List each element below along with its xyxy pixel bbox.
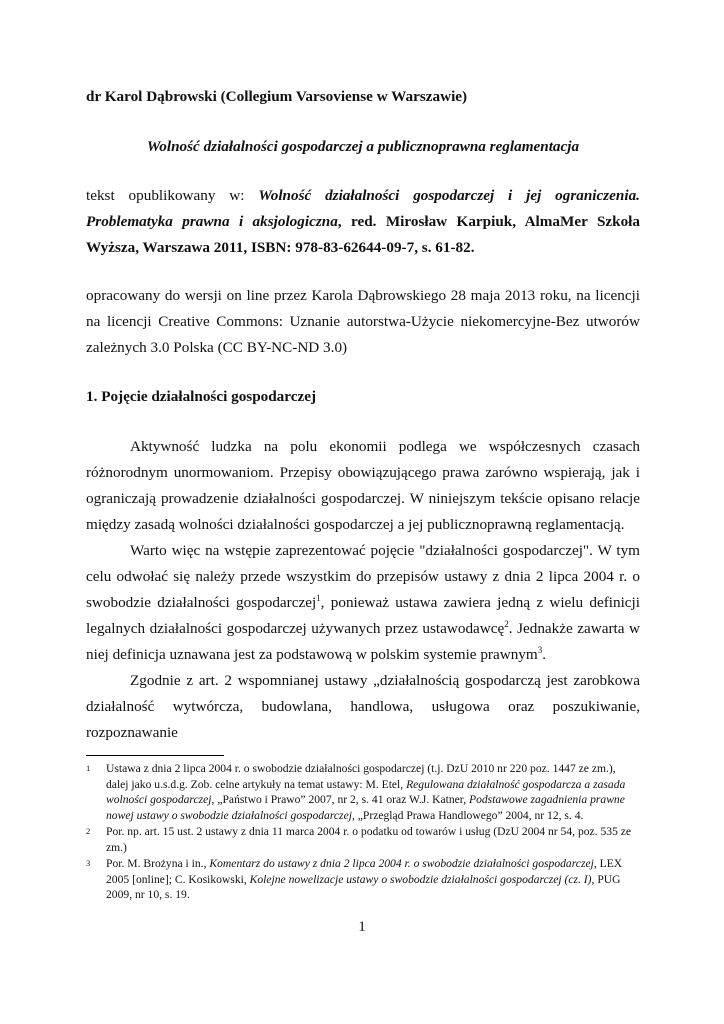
footnote-segment: Ustawa z dnia 2 lipca 2004 r. o swobodzie działalności gospodarczej (t.j. DzU 2010 nr 220 poz. 1447 ze zm.), dalej jako u.s.d.g. Zob. celne artykuły na temat ustawy: M. Etel,: [106, 762, 616, 791]
footnote-ref: 2: [504, 618, 509, 629]
paragraph: Aktywność ludzka na polu ekonomii podlega we współczesnych czasach różnorodnym unormowaniom. Przepisy obowiązującego prawa zarówno wspierają, jak i ograniczają prowadzenie działalności gospodarczej. W niniejszym tekście opisano relacje między zasadą wolności działalności gospodarczej a jej publicznoprawną reglamentacją.: [86, 438, 640, 533]
publication-prefix: tekst opublikowany w:: [86, 187, 259, 204]
footnote-segment: Por. M. Brożyna i in.,: [106, 857, 210, 870]
paragraph: [86, 538, 640, 668]
footnote-text: [106, 856, 640, 903]
footnote-segment: , „Państwo i Prawo” 2007, nr 2, s. 41 oraz W.J. Katner,: [211, 793, 469, 806]
body-text: [86, 434, 640, 746]
license-note: opracowany do wersji on line przez Karola Dąbrowskiego 28 maja 2013 roku, na licencji na licencji Creative Commons: Uznanie autorstwa-Użycie niekomercyjne-Bez utworów zależnych 3.0 Polska (CC BY-NC-ND 3.0): [86, 287, 640, 356]
publication-book-title: Wolność działalności gospodarczej i jej ograniczenia. Problematyka prawna i aksjologiczna: [86, 187, 640, 230]
paragraph-text: Warto więc na wstępie zaprezentować pojęcie "działalności gospodarczej". W tym celu odwołać się należy przede wszystkim do przepisów ustawy z dnia 2 lipca 2004 r. o swobodzie działalności gospodarczej: [86, 542, 640, 611]
section-heading: 1. Pojęcie działalności gospodarczej: [86, 388, 317, 405]
footnotes: [86, 761, 640, 904]
footnote-ref: 3: [537, 644, 543, 655]
page-number: 1: [358, 918, 366, 935]
footnote-text: Por. np. art. 15 ust. 2 ustawy z dnia 11 marca 2004 r. o podatku od towarów i usług (DzU 2004 nr 54, poz. 535 ze zm.): [106, 825, 632, 854]
footnote: [86, 856, 640, 903]
footnote-italic: Komentarz do ustawy z dnia 2 lipca 2004 r. o swobodzie działalności gospodarczej: [209, 857, 594, 870]
footnote-italic: Regulowana działalność gospodarcza a zasada wolności gospodarczej: [106, 777, 626, 806]
publication-details: , red. Mirosław Karpiuk, AlmaMer Szkoła Wyższa, Warszawa 2011, ISBN: 978-83-62644-09-7, s. 61-82.: [86, 213, 640, 256]
footnote-number: 2: [86, 826, 91, 836]
footnote-number: 3: [86, 858, 91, 868]
footnote-segment: , PUG 2009, nr 10, s. 19.: [106, 872, 621, 901]
paragraph-text: .: [542, 646, 546, 663]
footnote-segment: , „Przegląd Prawa Handlowego” 2004, nr 12, s. 4.: [351, 808, 584, 822]
footnote-separator: [86, 755, 224, 756]
footnote: [86, 761, 640, 823]
footnote-segment: , LEX 2005 [online]; C. Kosikowski,: [106, 857, 623, 886]
paragraph-text: . Jednakże zawarta w niej definicja uznawana jest za podstawową w polskim systemie prawnym: [86, 620, 640, 663]
footnote: [86, 824, 640, 855]
footnote-italic: Kolejne nowelizacje ustawy o swobodzie działalności gospodarczej (cz. I): [249, 872, 592, 886]
footnote-text: [106, 761, 640, 823]
footnote-ref: 1: [316, 592, 321, 603]
publication-info: [86, 183, 640, 261]
footnote-number: 1: [86, 763, 91, 773]
author-line: dr Karol Dąbrowski (Collegium Varsoviense w Warszawie): [86, 88, 468, 105]
paragraph: Zgodnie z art. 2 wspomnianej ustawy „działalnością gospodarczą jest zarobkowa działalność wytwórcza, budowlana, handlowa, usługowa oraz poszukiwanie, rozpoznawanie: [86, 672, 640, 741]
footnote-italic: Podstawowe zagadnienia prawne nowej ustawy o swobodzie działalności gospodarczej: [106, 793, 625, 822]
document-title: Wolność działalności gospodarczej a publicznoprawna reglamentacja: [146, 138, 580, 155]
paragraph-text: , ponieważ ustawa zawiera jedną z wielu definicji legalnych działalności gospodarczej używanych przez ustawodawcę: [86, 594, 640, 637]
